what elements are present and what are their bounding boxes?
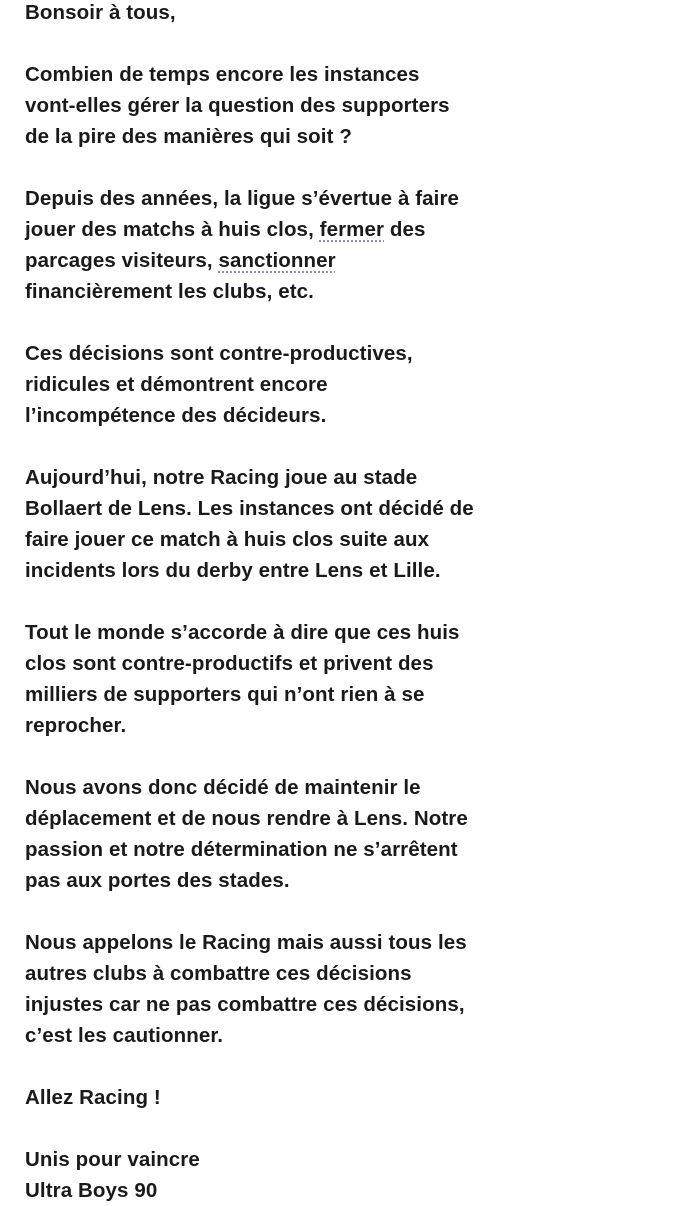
text-line: autres clubs à combattre ces décisions: [25, 962, 412, 985]
text-line: faire jouer ce match à huis clos suite aux: [25, 528, 430, 551]
text-line: pas aux portes des stades.: [25, 869, 290, 892]
cheer: Allez Racing !: [25, 1086, 161, 1109]
text-line: de la pire des manières qui soit ?: [25, 125, 352, 148]
text-line: milliers de supporters qui n’ont rien à se: [25, 683, 425, 706]
signature-block: [25, 1144, 665, 1206]
paragraph-5: [25, 617, 665, 741]
motto: Unis pour vaincre: [25, 1148, 200, 1171]
text-line: [25, 214, 665, 245]
text-line: vont-elles gérer la question des supporters: [25, 94, 450, 117]
text-line: ridicules et démontrent encore: [25, 373, 328, 396]
text-line: Ces décisions sont contre-productives,: [25, 342, 413, 365]
greeting-paragraph: [25, 0, 665, 28]
text-line: Aujourd’hui, notre Racing joue au stade: [25, 466, 418, 489]
paragraph-7: [25, 927, 665, 1051]
paragraph-1: [25, 59, 665, 152]
text-line: Tout le monde s’accorde à dire que ces huis: [25, 621, 460, 644]
text-line: reprocher.: [25, 714, 127, 737]
spellcheck-word: fermer: [319, 218, 385, 241]
text-line: [25, 245, 665, 276]
text-line: Combien de temps encore les instances: [25, 63, 420, 86]
spellcheck-word: sanctionner: [218, 249, 336, 272]
paragraph-2: [25, 183, 665, 307]
greeting: Bonsoir à tous,: [25, 1, 176, 24]
letter-body: [25, 0, 665, 1206]
text-line: clos sont contre-productifs et privent des: [25, 652, 434, 675]
paragraph-3: [25, 338, 665, 431]
text-line: déplacement et de nous rendre à Lens. Notre: [25, 807, 468, 830]
text-line: incidents lors du derby entre Lens et Lille.: [25, 559, 441, 582]
text-line: financièrement les clubs, etc.: [25, 280, 314, 303]
text-segment: parcages visiteurs,: [25, 249, 219, 272]
text-line: Depuis des années, la ligue s’évertue à faire: [25, 187, 460, 210]
text-line: Nous avons donc décidé de maintenir le: [25, 776, 421, 799]
cheer-paragraph: [25, 1082, 665, 1113]
text-line: Bollaert de Lens. Les instances ont décidé de: [25, 497, 474, 520]
text-line: c’est les cautionner.: [25, 1024, 224, 1047]
text-line: passion et notre détermination ne s’arrêtent: [25, 838, 458, 861]
paragraph-4: [25, 462, 665, 586]
text-segment: jouer des matchs à huis clos,: [25, 218, 320, 241]
text-line: l’incompétence des décideurs.: [25, 404, 327, 427]
text-line: injustes car ne pas combattre ces décisions,: [25, 993, 465, 1016]
signature: Ultra Boys 90: [25, 1179, 158, 1202]
text-line: Nous appelons le Racing mais aussi tous les: [25, 931, 467, 954]
text-segment: des: [384, 218, 426, 241]
paragraph-6: [25, 772, 665, 896]
